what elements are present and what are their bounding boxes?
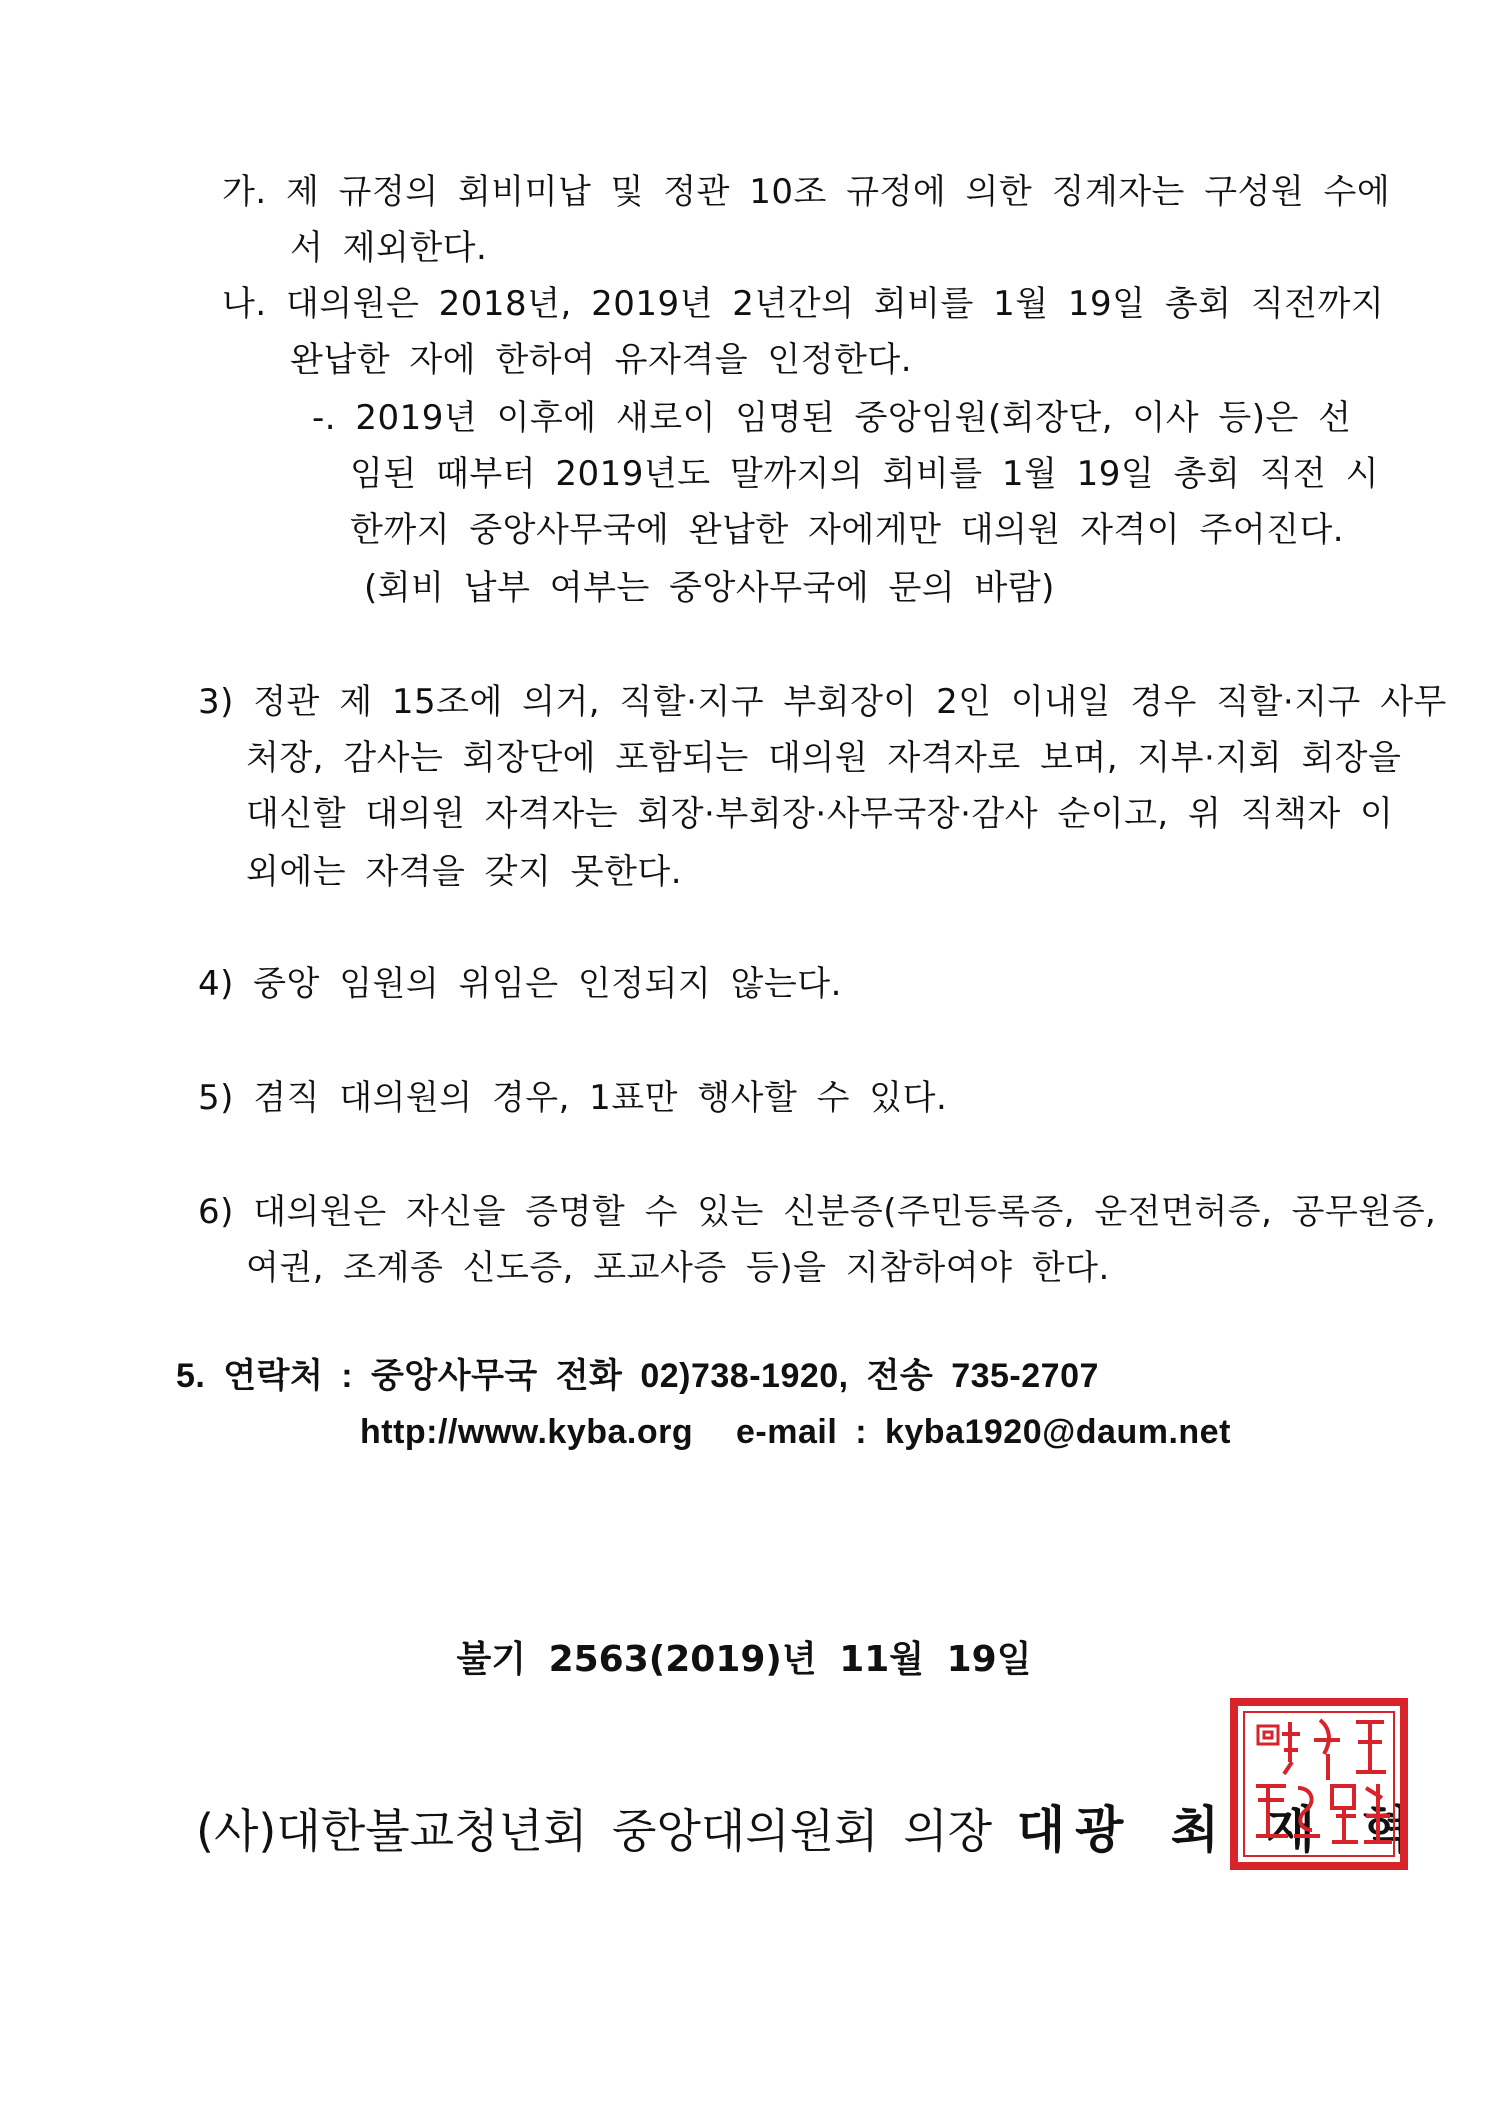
sub-item-line-1: -. 2019년 이후에 새로이 임명된 중앙임원(회장단, 이사 등)은 선 (312, 398, 1352, 438)
item-3-line-2: 처장, 감사는 회장단에 포함되는 대의원 자격자로 보며, 지부·지회 회장을 (246, 738, 1402, 778)
item-3-line-4: 외에는 자격을 갖지 못한다. (246, 852, 683, 892)
item-4: 4) 중앙 임원의 위임은 인정되지 않는다. (198, 964, 842, 1004)
signature-organization: (사)대한불교청년회 중앙대의원회 의장 (196, 1804, 993, 1858)
sub-item-note: (회비 납부 여부는 중앙사무국에 문의 바람) (364, 568, 1055, 608)
signature-name: 대광 최 재 혁 (1016, 1801, 1421, 1859)
contact-email[interactable]: e-mail : kyba1920@daum.net (736, 1413, 1231, 1451)
item-na-line-2: 완납한 자에 한하여 유자격을 인정한다. (290, 340, 913, 380)
item-ga-line-1: 가. 제 규정의 회비미납 및 정관 10조 규정에 의한 징계자는 구성원 수에 (222, 172, 1391, 212)
document-date: 불기 2563(2019)년 11월 19일 (456, 1639, 1032, 1680)
item-3-line-1: 3) 정관 제 15조에 의거, 직할·지구 부회장이 2인 이내일 경우 직할·지구 사무 (198, 682, 1447, 722)
contact-line: 5. 연락처 : 중앙사무국 전화 02)738-1920, 전송 735-2707 (176, 1357, 1099, 1395)
item-6-line-2: 여권, 조계종 신도증, 포교사증 등)을 지참하여야 한다. (246, 1248, 1110, 1288)
sub-item-line-2: 임된 때부터 2019년도 말까지의 회비를 1월 19일 총회 직전 시 (350, 454, 1379, 494)
item-6-line-1: 6) 대의원은 자신을 증명할 수 있는 신분증(주민등록증, 운전면허증, 공무원증, (198, 1192, 1437, 1232)
red-seal-stamp-icon (1228, 1696, 1410, 1872)
contact-website-link[interactable]: http://www.kyba.org (360, 1413, 694, 1451)
sub-item-line-3: 한까지 중앙사무국에 완납한 자에게만 대의원 자격이 주어진다. (350, 510, 1345, 550)
item-5: 5) 겸직 대의원의 경우, 1표만 행사할 수 있다. (198, 1078, 948, 1118)
item-na-line-1: 나. 대의원은 2018년, 2019년 2년간의 회비를 1월 19일 총회 직전까지 (222, 284, 1385, 324)
item-ga-line-2: 서 제외한다. (290, 228, 488, 268)
item-3-line-3: 대신할 대의원 자격자는 회장·부회장·사무국장·감사 순이고, 위 직책자 이 (246, 794, 1394, 834)
